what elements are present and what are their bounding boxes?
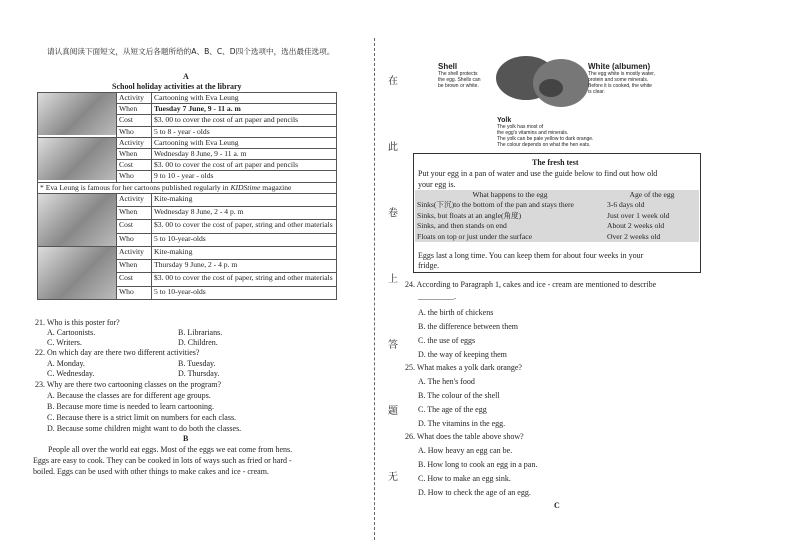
label-cost: Cost [117, 115, 152, 126]
option-22b[interactable]: B. Tuesday. [178, 359, 216, 368]
fresh-test-intro: Put your egg in a pan of water and use the guide below to find out how old [418, 169, 658, 178]
side-char: 卷 [388, 208, 398, 219]
activity-4: Kite-making [152, 246, 337, 259]
side-char: 在 [388, 76, 398, 87]
fresh-row-2-what: Sinks, but floats at an angle(角度) [417, 210, 522, 220]
who-2: 9 to 10 - year - olds [152, 171, 337, 182]
option-21b[interactable]: B. Librarians. [178, 328, 223, 337]
binding-line [374, 38, 375, 540]
cost-4: $3. 00 to cover the cost of paper, string and other materials [152, 273, 337, 286]
eva-leung-note: * Eva Leung is famous for her cartoons published regularly in KIDStime magazine [38, 182, 337, 193]
fresh-row-4-age: Over 2 weeks old [607, 231, 661, 241]
label-cost: Cost [117, 273, 152, 286]
side-char: 题 [388, 406, 398, 417]
side-char: 上 [388, 274, 398, 285]
label-when: When [117, 260, 152, 273]
label-activity: Activity [117, 193, 152, 206]
label-who: Who [117, 171, 152, 182]
fresh-row-3-what: Sinks, and then stands on end [417, 221, 507, 231]
who-3: 5 to 10-year-olds [152, 233, 337, 246]
option-25d[interactable]: D. The vitamins in the egg. [418, 419, 506, 428]
col-what-happens: What happens to the egg [472, 190, 548, 199]
option-23c[interactable]: C. Because there is a strict limit on numbers for each class. [47, 413, 237, 422]
option-21c[interactable]: C. Writers. [47, 338, 82, 347]
label-cost: Cost [117, 220, 152, 233]
option-24b[interactable]: B. the difference between them [418, 322, 519, 331]
instructions: 请认真阅读下面短文，从短文后各题所给的A、B、C、D四个选项中，选出最佳选项。 [47, 47, 335, 56]
activity-1: Cartooning with Eva Leung [152, 93, 337, 104]
option-26b[interactable]: B. How long to cook an egg in a pan. [418, 460, 538, 469]
option-21d[interactable]: D. Children. [178, 338, 218, 347]
when-2: Wednesday 8 June, 9 - 11 a. m [152, 149, 337, 160]
option-24c[interactable]: C. the use of eggs [418, 336, 476, 345]
option-23a[interactable]: A. Because the classes are for different age groups. [47, 391, 211, 400]
fresh-test-footer: Eggs last a long time. You can keep them for about four weeks in your [418, 251, 644, 260]
option-23b[interactable]: B. Because more time is needed to learn cartooning. [47, 402, 215, 411]
passage-b-line-1: People all over the world eat eggs. Most of the eggs we eat come from hens. [48, 445, 293, 454]
shell-label: Shell The shell protects the egg. Shells can be brown or white. [438, 62, 481, 89]
option-24a[interactable]: A. the birth of chickens [418, 308, 494, 317]
fresh-row-4-what: Floats on top or just under the surface [417, 231, 532, 241]
fresh-test-footer-2: fridge. [418, 261, 440, 270]
fresh-row-2-age: Just over 1 week old [607, 210, 670, 220]
side-char: 此 [388, 142, 398, 153]
question-21: 21. Who is this poster for? [35, 318, 120, 327]
question-25: 25. What makes a yolk dark orange? [405, 363, 522, 372]
label-activity: Activity [117, 137, 152, 148]
option-26c[interactable]: C. How to make an egg sink. [418, 474, 511, 483]
question-24-blank: _________. [418, 292, 456, 301]
label-cost: Cost [117, 160, 152, 171]
option-26a[interactable]: A. How heavy an egg can be. [418, 446, 513, 455]
option-24d[interactable]: D. the way of keeping them [418, 350, 507, 359]
label-who: Who [117, 233, 152, 246]
activity-3: Kite-making [152, 193, 337, 206]
kite-making-photo [38, 247, 116, 299]
passage-b-line-2: Eggs are easy to cook. They can be cooked in lots of ways such as fried or hard - [33, 456, 292, 465]
side-char: 无 [388, 472, 398, 483]
option-25a[interactable]: A. The hen's food [418, 377, 475, 386]
passage-a-letter: A [183, 72, 189, 81]
label-when: When [117, 104, 152, 115]
option-23d[interactable]: D. Because some children might want to do both the classes. [47, 424, 242, 433]
option-25c[interactable]: C. The age of the egg [418, 405, 487, 414]
white-label: White (albumen) The egg white is mostly water, protein and some minerals. Before it is cooked, the white is clear. [588, 62, 655, 95]
question-26: 26. What does the table above show? [405, 432, 524, 441]
label-when: When [117, 207, 152, 220]
pencils-photo [38, 138, 116, 180]
when-1: Tuesday 7 June, 9 - 11 a. m [152, 104, 337, 115]
label-who: Who [117, 126, 152, 137]
option-26d[interactable]: D. How to check the age of an egg. [418, 488, 531, 497]
passage-c-letter: C [554, 501, 560, 510]
fresh-row-1-what: Sinks(下沉)to the bottom of the pan and stays there [417, 200, 574, 210]
fresh-test-title: The fresh test [532, 158, 579, 167]
label-who: Who [117, 286, 152, 299]
option-22a[interactable]: A. Monday. [47, 359, 85, 368]
activities-table [37, 92, 337, 300]
question-24: 24. According to Paragraph 1, cakes and ice - cream are mentioned to describe [405, 280, 657, 289]
option-22c[interactable]: C. Wednesday. [47, 369, 95, 378]
label-activity: Activity [117, 93, 152, 104]
who-4: 5 to 10-year-olds [152, 286, 337, 299]
option-25b[interactable]: B. The colour of the shell [418, 391, 500, 400]
activity-2: Cartooning with Eva Leung [152, 137, 337, 148]
fresh-row-3-age: About 2 weeks old [607, 221, 665, 231]
question-22: 22. On which day are there two different activities? [35, 348, 200, 357]
when-4: Thursday 9 June, 2 - 4 p. m [152, 260, 337, 273]
passage-a-title: School holiday activities at the library [112, 82, 242, 91]
passage-b-line-3: boiled. Eggs can be used with other things to make cakes and ice - cream. [33, 467, 269, 476]
fresh-row-1-age: 3-6 days old [607, 200, 645, 210]
cost-2: $3. 00 to cover the cost of art paper and pencils [152, 160, 337, 171]
side-char: 答 [388, 340, 398, 351]
who-1: 5 to 8 - year - olds [152, 126, 337, 137]
cost-1: $3. 00 to cover the cost of art paper and pencils [152, 115, 337, 126]
when-3: Wednesday 8 June, 2 - 4 p. m [152, 207, 337, 220]
label-when: When [117, 149, 152, 160]
option-22d[interactable]: D. Thursday. [178, 369, 220, 378]
option-21a[interactable]: A. Cartoonists. [47, 328, 96, 337]
cost-3: $3. 00 to cover the cost of paper, string and other materials [152, 220, 337, 233]
yolk-label: Yolk The yolk has most of the egg's vitamins and minerals. The yolk can be pale yellow to dark orange. The colour depends on what the hen eats. [497, 117, 594, 148]
cartoon-photo [38, 93, 116, 135]
kite-photo [38, 194, 116, 246]
passage-b-letter: B [183, 434, 189, 443]
fresh-test-table [415, 190, 699, 242]
fresh-test-intro-2: your egg is. [418, 180, 456, 189]
label-activity: Activity [117, 246, 152, 259]
egg-yolk-illustration [539, 79, 563, 97]
question-23: 23. Why are there two cartooning classes on the program? [35, 380, 222, 389]
col-age: Age of the egg [629, 190, 675, 199]
